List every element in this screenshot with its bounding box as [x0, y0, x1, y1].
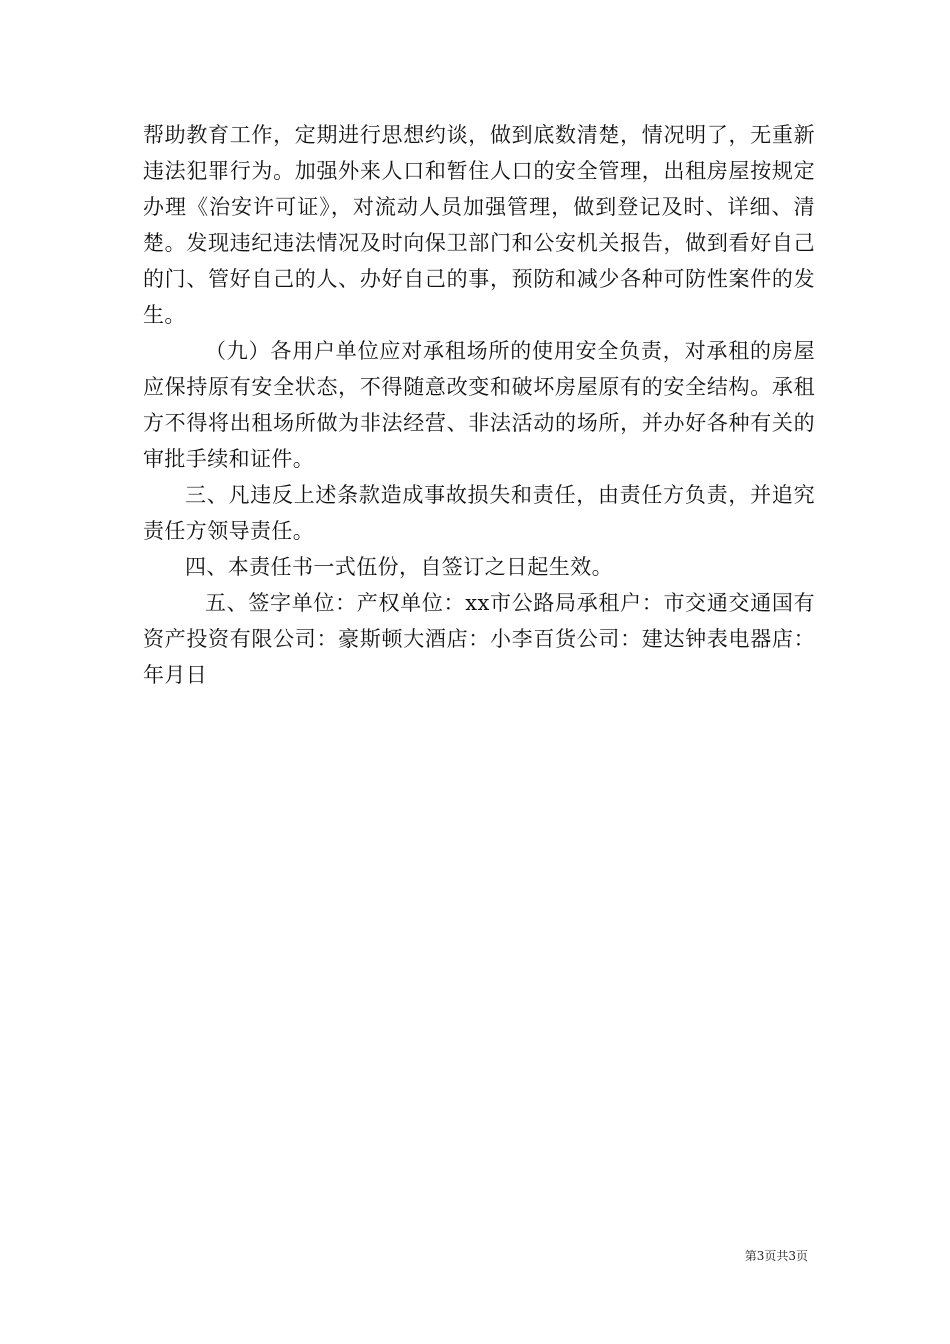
paragraph-section-five-signatures: 五、签字单位：产权单位：xx市公路局承租户：市交通交通国有资产投资有限公司：豪斯顿大酒店：小李百货公司：建达钟表电器店：年月日: [143, 591, 815, 687]
document-body: [143, 117, 815, 693]
paragraph-section-three: 三、凡违反上述条款造成事故损失和责任，由责任方负责，并追究责任方领导责任。: [143, 483, 815, 543]
paragraph-clause-nine: （九）各用户单位应对承租场所的使用安全负责，对承租的房屋应保持原有安全状态，不得随意改变和破坏房屋原有的安全结构。承租方不得将出租场所做为非法经营、非法活动的场所，并办好各种有关的审批手续和证件。: [143, 339, 815, 471]
page-number-footer: 第3页共3页: [744, 1249, 808, 1263]
paragraph-section-four: 四、本责任书一式伍份，自签订之日起生效。: [185, 555, 613, 579]
paragraph-continuation: 帮助教育工作，定期进行思想约谈，做到底数清楚，情况明了，无重新违法犯罪行为。加强外来人口和暂住人口的安全管理，出租房屋按规定办理《治安许可证》，对流动人员加强管理，做到登记及时、详细、清楚。发现违纪违法情况及时向保卫部门和公安机关报告，做到看好自己的门、管好自己的人、办好自己的事，预防和减少各种可防性案件的发生。: [143, 123, 815, 327]
